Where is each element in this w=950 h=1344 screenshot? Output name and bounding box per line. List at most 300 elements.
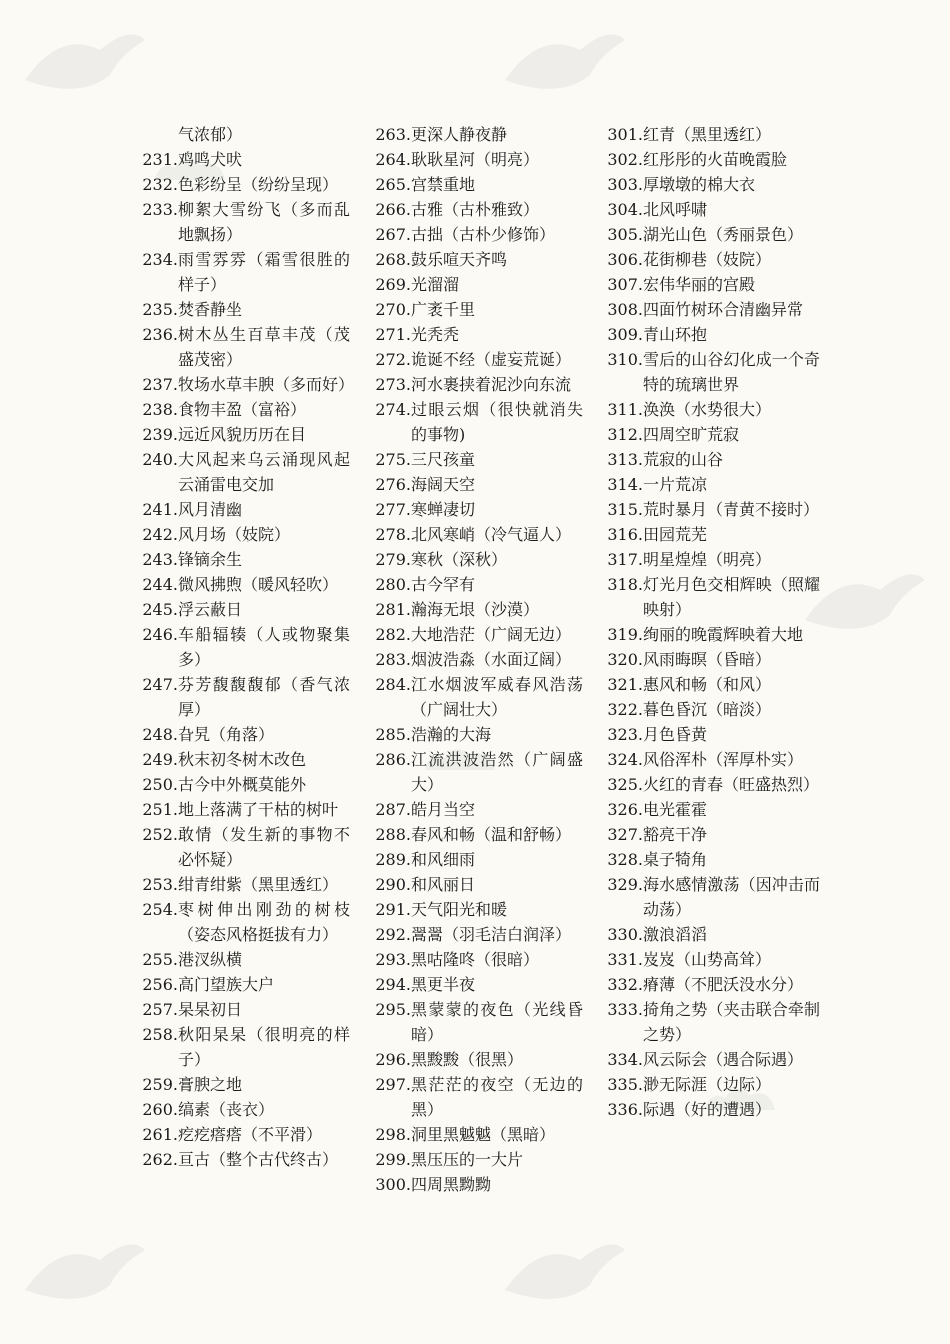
entry-text: 涣涣（水势很大） [643, 400, 772, 419]
entry-number: 242. [142, 525, 178, 544]
entry-number: 330. [607, 925, 643, 944]
list-entry [605, 547, 820, 572]
entry-text: 江流洪波浩然（广阔盛大） [411, 750, 583, 794]
list-entry [373, 447, 583, 472]
entry-number: 231. [142, 150, 178, 169]
entry-text: 地上落满了干枯的树叶 [178, 800, 339, 819]
entry-number: 309. [607, 325, 643, 344]
list-entry [373, 247, 583, 272]
entry-text: 掎角之势（夹击联合牵制之势） [643, 1000, 820, 1044]
list-entry [140, 797, 350, 822]
entry-number: 331. [607, 950, 643, 969]
entry-text: 杲杲初日 [178, 1000, 243, 1019]
list-entry [140, 522, 350, 547]
list-entry [605, 122, 820, 147]
entry-text: 北风寒峭（冷气逼人） [411, 525, 572, 544]
entry-number: 313. [607, 450, 643, 469]
list-entry [373, 522, 583, 547]
list-entry [605, 397, 820, 422]
entry-text: 浩瀚的大海 [411, 725, 492, 744]
list-entry [373, 572, 583, 597]
entry-text: 亘古（整个古代终古） [178, 1150, 339, 1169]
crane-watermark [500, 1230, 630, 1320]
entry-text: 三尺孩童 [411, 450, 476, 469]
entry-number: 252. [142, 825, 178, 844]
entry-number: 261. [142, 1125, 178, 1144]
list-entry [373, 397, 583, 447]
entry-number: 327. [607, 825, 643, 844]
list-entry [140, 172, 350, 197]
entry-text: 湖光山色（秀丽景色） [643, 225, 804, 244]
entry-text: 芬芳馥馥馥郁（香气浓厚） [178, 675, 350, 719]
entry-text: 光溜溜 [411, 275, 460, 294]
list-entry [373, 872, 583, 897]
entry-number: 304. [607, 200, 643, 219]
list-entry [605, 797, 820, 822]
entry-number: 276. [375, 475, 411, 494]
entry-number: 319. [607, 625, 643, 644]
entry-text: 风月清幽 [178, 500, 243, 519]
entry-text: 岌岌（山势高耸） [643, 950, 772, 969]
entry-number: 262. [142, 1150, 178, 1169]
entry-text: 雪后的山谷幻化成一个奇特的琉璃世界 [643, 350, 820, 394]
entry-text: 黑蒙蒙的夜色（光线昏暗） [411, 1000, 583, 1044]
entry-number: 325. [607, 775, 643, 794]
list-entry [140, 972, 350, 997]
entry-text: 和风细雨 [411, 850, 476, 869]
list-entry [605, 997, 820, 1047]
entry-number: 277. [375, 500, 411, 519]
entry-text: 四面竹树环合清幽异常 [643, 300, 804, 319]
entry-number: 334. [607, 1050, 643, 1069]
list-entry [605, 472, 820, 497]
list-entry [373, 997, 583, 1047]
entry-number: 238. [142, 400, 178, 419]
entry-text: 瀚海无垠（沙漠） [411, 600, 540, 619]
entry-number: 270. [375, 300, 411, 319]
list-entry [373, 897, 583, 922]
entry-text: 古拙（古朴少修饰） [411, 225, 556, 244]
entry-number: 274. [375, 400, 411, 419]
entry-number: 237. [142, 375, 178, 394]
list-entry [373, 497, 583, 522]
entry-text: 更深人静夜静 [411, 125, 508, 144]
entry-text: 海水感情激荡（因冲击而动荡） [643, 875, 820, 919]
column-3 [605, 122, 820, 1122]
list-entry [605, 147, 820, 172]
entry-number: 299. [375, 1150, 411, 1169]
list-entry [140, 872, 350, 897]
entry-text: 明星煌煌（明亮） [643, 550, 772, 569]
list-entry [373, 647, 583, 672]
entry-text: 天气阳光和暖 [411, 900, 508, 919]
list-entry [605, 347, 820, 397]
list-entry [373, 122, 583, 147]
entry-number: 311. [607, 400, 643, 419]
entry-number: 281. [375, 600, 411, 619]
entry-text: 翯翯（羽毛洁白润泽） [411, 925, 572, 944]
crane-watermark [20, 1230, 150, 1320]
list-entry [373, 1122, 583, 1147]
list-entry [140, 897, 350, 947]
entry-number: 285. [375, 725, 411, 744]
list-entry [373, 747, 583, 797]
list-entry [605, 772, 820, 797]
entry-number: 336. [607, 1100, 643, 1119]
entry-text: 古雅（古朴雅致） [411, 200, 540, 219]
entry-number: 318. [607, 575, 643, 594]
entry-number: 266. [375, 200, 411, 219]
entry-number: 317. [607, 550, 643, 569]
entry-text: 豁亮干净 [643, 825, 708, 844]
entry-text: 风雨晦暝（昏暗） [643, 650, 772, 669]
list-entry [373, 1147, 583, 1172]
list-entry [605, 497, 820, 522]
entry-text: 荒寂的山谷 [643, 450, 724, 469]
entry-text: 牧场水草丰腴（多而好） [178, 375, 355, 394]
list-entry [373, 347, 583, 372]
entry-text: 江水烟波军威春风浩荡（广阔壮大） [411, 675, 583, 719]
entry-number: 268. [375, 250, 411, 269]
entry-number: 332. [607, 975, 643, 994]
list-entry [373, 597, 583, 622]
entry-text: 激浪滔滔 [643, 925, 708, 944]
entry-number: 233. [142, 200, 178, 219]
entry-text: 寒蝉凄切 [411, 500, 476, 519]
list-entry [605, 1072, 820, 1097]
entry-number: 247. [142, 675, 178, 694]
entry-text: 大地浩茫（广阔无边） [411, 625, 572, 644]
entry-text: 敢情（发生新的事物不必怀疑） [178, 825, 350, 869]
list-entry [140, 422, 350, 447]
entry-number: 245. [142, 600, 178, 619]
list-entry [140, 722, 350, 747]
list-entry [605, 422, 820, 447]
entry-number: 282. [375, 625, 411, 644]
entry-list-3 [605, 122, 820, 1122]
list-entry [605, 697, 820, 722]
entry-text: 花街柳巷（妓院） [643, 250, 772, 269]
list-entry [140, 672, 350, 722]
entry-text: 锋镝余生 [178, 550, 243, 569]
list-entry [140, 1122, 350, 1147]
entry-text: 灯光月色交相辉映（照耀映射） [643, 575, 820, 619]
list-entry [373, 1172, 583, 1197]
entry-text: 浮云蔽日 [178, 600, 243, 619]
entry-number: 320. [607, 650, 643, 669]
list-entry [140, 1072, 350, 1097]
entry-number: 258. [142, 1025, 178, 1044]
entry-number: 278. [375, 525, 411, 544]
entry-number: 244. [142, 575, 178, 594]
entry-text: 火红的青春（旺盛热烈） [643, 775, 820, 794]
entry-number: 271. [375, 325, 411, 344]
entry-text: 黑茫茫的夜空（无边的黑） [411, 1075, 583, 1119]
entry-text: 电光霍霍 [643, 800, 708, 819]
entry-text: 雨雪雰雰（霜雪很胜的样子） [178, 250, 350, 294]
entry-text: 车船辐辏（人或物聚集多） [178, 625, 350, 669]
list-entry [605, 672, 820, 697]
entry-number: 291. [375, 900, 411, 919]
entry-number: 251. [142, 800, 178, 819]
entry-text: 寒秋（深秋） [411, 550, 508, 569]
entry-text: 焚香静坐 [178, 300, 243, 319]
list-entry [605, 722, 820, 747]
entry-number: 297. [375, 1075, 411, 1094]
entry-number: 250. [142, 775, 178, 794]
entry-number: 316. [607, 525, 643, 544]
entry-text: 风俗浑朴（浑厚朴实） [643, 750, 804, 769]
entry-text: 港汊纵横 [178, 950, 243, 969]
entry-number: 315. [607, 500, 643, 519]
entry-text: 大风起来乌云涌现风起云涌雷电交加 [178, 450, 350, 494]
entry-text: 宏伟华丽的宫殿 [643, 275, 756, 294]
list-entry [140, 597, 350, 622]
entry-number: 280. [375, 575, 411, 594]
entry-list-1 [140, 147, 355, 1172]
entry-number: 314. [607, 475, 643, 494]
entry-text: 洞里黑魆魆（黑暗） [411, 1125, 556, 1144]
list-entry [140, 197, 350, 247]
entry-text: 四周黑黝黝 [411, 1175, 492, 1194]
entry-text: 黑黢黢（很黑） [411, 1050, 524, 1069]
entry-text: 微风拂煦（暖风轻吹） [178, 575, 339, 594]
entry-number: 302. [607, 150, 643, 169]
list-entry [140, 447, 350, 497]
entry-number: 301. [607, 125, 643, 144]
list-entry [373, 797, 583, 822]
entry-text: 黑更半夜 [411, 975, 476, 994]
entry-text: 远近风貌历历在目 [178, 425, 307, 444]
entry-text: 风云际会（遇合际遇） [643, 1050, 804, 1069]
entry-text: 广袤千里 [411, 300, 476, 319]
entry-text: 河水裹挟着泥沙向东流 [411, 375, 572, 394]
entry-text: 青山环抱 [643, 325, 708, 344]
entry-number: 303. [607, 175, 643, 194]
entry-number: 294. [375, 975, 411, 994]
entry-number: 293. [375, 950, 411, 969]
entry-number: 326. [607, 800, 643, 819]
entry-number: 312. [607, 425, 643, 444]
list-entry [140, 947, 350, 972]
entry-number: 288. [375, 825, 411, 844]
entry-text: 红青（黑里透红） [643, 125, 772, 144]
column-1 [140, 122, 355, 1172]
entry-number: 308. [607, 300, 643, 319]
list-entry [373, 1072, 583, 1122]
entry-text: 黑压压的一大片 [411, 1150, 524, 1169]
entry-number: 263. [375, 125, 411, 144]
entry-number: 273. [375, 375, 411, 394]
entry-text: 绚丽的晚霞辉映着大地 [643, 625, 804, 644]
entry-number: 267. [375, 225, 411, 244]
entry-text: 色彩纷呈（纷纷呈现） [178, 175, 339, 194]
entry-text: 厚墩墩的棉大衣 [643, 175, 756, 194]
entry-number: 284. [375, 675, 411, 694]
entry-number: 235. [142, 300, 178, 319]
entry-number: 232. [142, 175, 178, 194]
list-entry [605, 297, 820, 322]
list-entry [373, 972, 583, 997]
entry-number: 333. [607, 1000, 643, 1019]
entry-text: 和风丽日 [411, 875, 476, 894]
entry-text: 风月场（妓院） [178, 525, 291, 544]
entry-number: 306. [607, 250, 643, 269]
list-entry [373, 372, 583, 397]
list-entry [140, 572, 350, 597]
entry-number: 279. [375, 550, 411, 569]
entry-text: 光秃秃 [411, 325, 460, 344]
entry-number: 248. [142, 725, 178, 744]
list-entry [373, 722, 583, 747]
entry-text: 烟波浩淼（水面辽阔） [411, 650, 572, 669]
entry-text: 暮色昏沉（暗淡） [643, 700, 772, 719]
list-entry [373, 622, 583, 647]
entry-text: 树木丛生百草丰茂（茂盛茂密） [178, 325, 350, 369]
entry-number: 243. [142, 550, 178, 569]
list-entry [140, 372, 355, 397]
entry-list-2 [373, 122, 583, 1197]
entry-text: 鸡鸣犬吠 [178, 150, 243, 169]
list-entry [373, 222, 583, 247]
entry-text: 月色昏黄 [643, 725, 708, 744]
entry-text: 旮旯（角落） [178, 725, 275, 744]
list-entry [140, 297, 350, 322]
list-entry [140, 547, 350, 572]
entry-number: 329. [607, 875, 643, 894]
list-entry [605, 447, 820, 472]
entry-number: 295. [375, 1000, 411, 1019]
entry-text: 四周空旷荒寂 [643, 425, 740, 444]
list-entry [605, 922, 820, 947]
entry-text: 绀青绀紫（黑里透红） [178, 875, 339, 894]
continuation-text: 气浓郁） [178, 125, 243, 144]
entry-number: 259. [142, 1075, 178, 1094]
list-entry [373, 672, 583, 722]
list-entry [140, 997, 350, 1022]
list-entry [140, 822, 350, 872]
entry-text: 诡诞不经（虚妄荒诞） [411, 350, 572, 369]
entry-number: 257. [142, 1000, 178, 1019]
crane-watermark [500, 20, 630, 110]
entry-number: 287. [375, 800, 411, 819]
list-entry [140, 1097, 350, 1122]
list-entry [140, 747, 350, 772]
list-entry [140, 497, 350, 522]
list-entry [605, 847, 820, 872]
entry-number: 254. [142, 900, 178, 919]
entry-number: 265. [375, 175, 411, 194]
list-entry [605, 322, 820, 347]
entry-number: 305. [607, 225, 643, 244]
entry-text: 柳絮大雪纷飞（多而乱地飘扬） [178, 200, 350, 244]
list-entry [605, 622, 820, 647]
entry-number: 264. [375, 150, 411, 169]
entry-text: 渺无际涯（边际） [643, 1075, 772, 1094]
entry-text: 春风和畅（温和舒畅） [411, 825, 572, 844]
entry-number: 256. [142, 975, 178, 994]
entry-number: 260. [142, 1100, 178, 1119]
entry-number: 286. [375, 750, 411, 769]
entry-number: 328. [607, 850, 643, 869]
list-entry [605, 247, 820, 272]
entry-text: 一片荒凉 [643, 475, 708, 494]
list-entry [605, 822, 820, 847]
entry-number: 296. [375, 1050, 411, 1069]
entry-number: 255. [142, 950, 178, 969]
entry-text: 宫禁重地 [411, 175, 476, 194]
list-entry [373, 847, 583, 872]
entry-number: 246. [142, 625, 178, 644]
entry-number: 323. [607, 725, 643, 744]
entry-text: 惠风和畅（和风） [643, 675, 772, 694]
entry-text: 瘠薄（不肥沃没水分） [643, 975, 804, 994]
entry-text: 高门望族大户 [178, 975, 275, 994]
entry-text: 荒时暴月（青黄不接时） [643, 500, 820, 519]
list-entry [605, 972, 820, 997]
list-entry [373, 322, 583, 347]
list-entry [605, 572, 820, 622]
list-entry [140, 622, 350, 672]
column-2 [373, 122, 583, 1197]
list-entry [605, 172, 820, 197]
entry-text: 古今罕有 [411, 575, 476, 594]
list-entry [373, 1047, 583, 1072]
entry-text: 过眼云烟（很快就消失的事物) [411, 400, 583, 444]
list-entry [605, 872, 820, 922]
list-entry [140, 1022, 350, 1072]
list-entry [373, 922, 583, 947]
list-entry [605, 197, 820, 222]
list-entry [373, 272, 583, 297]
list-entry [140, 322, 350, 372]
entry-number: 269. [375, 275, 411, 294]
entry-text: 缟素（丧衣） [178, 1100, 275, 1119]
list-entry [605, 647, 820, 672]
entry-text: 耿耿星河（明亮） [411, 150, 540, 169]
list-entry [605, 947, 820, 972]
entry-text: 疙疙瘩瘩（不平滑） [178, 1125, 323, 1144]
entry-text: 田园荒芜 [643, 525, 708, 544]
entry-text: 海阔天空 [411, 475, 476, 494]
list-entry [605, 222, 820, 247]
entry-text: 皓月当空 [411, 800, 476, 819]
entry-number: 241. [142, 500, 178, 519]
entry-number: 234. [142, 250, 178, 269]
list-entry [373, 822, 583, 847]
list-entry [373, 172, 583, 197]
entry-number: 236. [142, 325, 178, 344]
entry-text: 秋末初冬树木改色 [178, 750, 307, 769]
entry-number: 253. [142, 875, 178, 894]
entry-number: 292. [375, 925, 411, 944]
entry-text: 古今中外概莫能外 [178, 775, 307, 794]
crane-watermark [20, 20, 150, 110]
entry-text: 桌子犄角 [643, 850, 708, 869]
entry-number: 240. [142, 450, 178, 469]
entry-number: 249. [142, 750, 178, 769]
entry-text: 红彤彤的火苗晚霞脸 [643, 150, 788, 169]
entry-text: 鼓乐喧天齐鸣 [411, 250, 508, 269]
entry-text: 膏腴之地 [178, 1075, 243, 1094]
entry-number: 239. [142, 425, 178, 444]
entry-number: 275. [375, 450, 411, 469]
list-entry [140, 247, 350, 297]
entry-number: 289. [375, 850, 411, 869]
entry-text: 食物丰盈（富裕） [178, 400, 307, 419]
entry-text: 北风呼啸 [643, 200, 708, 219]
entry-number: 290. [375, 875, 411, 894]
